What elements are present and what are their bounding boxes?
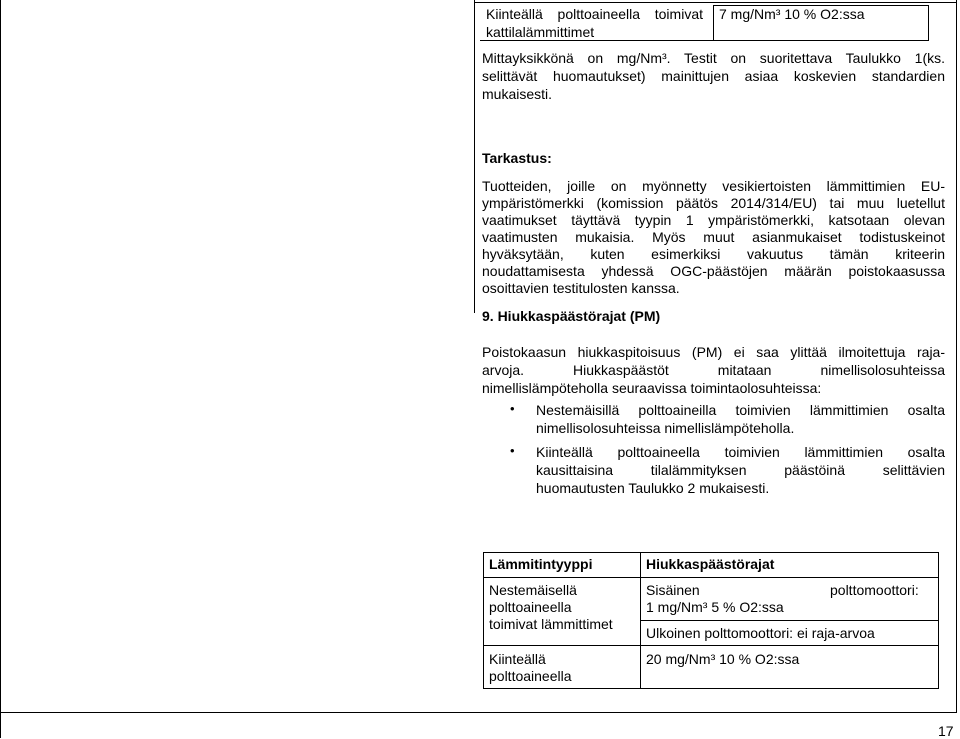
bullet-2-line: kausittaisina tilalämmityksen päästöinä selittävien	[536, 462, 945, 478]
pm-table-row1-type-line: Nestemäisellä	[489, 582, 577, 598]
pm-table-row1-internal-limit: 1 mg/Nm³ 5 % O2:ssa	[646, 599, 784, 615]
page-right-border	[956, 0, 957, 713]
top-table-right-cell: 7 mg/Nm³ 10 % O2:ssa	[719, 6, 865, 22]
pm-table-row1-type-line: polttoaineella	[489, 599, 572, 615]
bullet-2-line: huomautusten Taulukko 2 mukaisesti.	[536, 480, 770, 496]
page-bottom-border	[0, 712, 957, 713]
pm-table-row2-type-line: polttoaineella	[489, 668, 572, 684]
section9-line: arvoja. Hiukkaspäästöt mitataan nimellisolosuhteissa	[482, 362, 945, 378]
pm-table-header-type: Lämmitintyyppi	[489, 556, 593, 572]
page-top-border	[474, 2, 957, 3]
tarkastus-line: osoittavien testitulosten kanssa.	[482, 280, 680, 296]
bullet-icon: •	[510, 401, 515, 416]
page-left-border	[0, 0, 1, 738]
tarkastus-line: noudattamisesta yhdessä OGC-päästöjen määrän poistokaasussa	[482, 263, 945, 279]
pm-table-row1-type-line: toimivat lämmittimet	[489, 616, 613, 632]
bullet-2-line: Kiinteällä polttoaineella toimivien lämmittimien osalta	[536, 444, 945, 460]
pm-table-row1-internal-label: Sisäinen	[646, 582, 700, 598]
tarkastus-heading: Tarkastus:	[482, 150, 552, 166]
bullet-1-line: Nestemäisillä polttoaineilla toimivien lämmittimien osalta	[536, 402, 945, 418]
pm-table-row1-external: Ulkoinen polttomoottori: ei raja-arvoa	[646, 625, 875, 641]
section9-line: Poistokaasun hiukkaspitoisuus (PM) ei saa ylittää ilmoitettuja raja-	[482, 344, 945, 360]
tarkastus-line: ympäristömerkki (komission päätös 2014/314/EU) tai muu luetellut	[482, 195, 945, 211]
tarkastus-line: vaatimusten mukaisia. Myös muut asianmukaiset todistuskeinot	[482, 229, 945, 245]
pm-table-row2-limit: 20 mg/Nm³ 10 % O2:ssa	[646, 651, 800, 667]
page-number: 17	[938, 723, 954, 739]
tarkastus-line: hyväksytään, kuten esimerkiksi vakuutus tämän kriteerin	[482, 246, 945, 262]
pm-table-row1-internal-engine: polttomoottori:	[830, 582, 919, 598]
section9-heading: 9. Hiukkaspäästörajat (PM)	[482, 308, 661, 324]
bullet-icon: •	[510, 443, 515, 458]
tarkastus-line: vaatimukset täyttävä tyypin 1 ympäristömerkki, katsotaan olevan	[482, 212, 945, 228]
paragraph1-line2: selittävät huomautukset) mainittujen asiaa koskevien standardien	[482, 68, 945, 84]
bullet-1-line: nimellisolosuhteissa nimellislämpöteholla.	[536, 420, 795, 436]
column-divider	[474, 0, 475, 313]
tarkastus-line: Tuotteiden, joille on myönnetty vesikiertoisten lämmittimien EU-	[482, 178, 945, 194]
paragraph1-line3: mukaisesti.	[482, 86, 553, 102]
section9-line: nimellislämpöteholla seuraavissa toimintaolosuhteissa:	[482, 380, 822, 396]
pm-table-header-limits: Hiukkaspäästörajat	[646, 556, 775, 572]
top-table-left-cell-line2: kattilalämmittimet	[486, 24, 595, 40]
pm-table-row2-type-line: Kiinteällä	[489, 651, 546, 667]
top-table-left-cell-line1: Kiinteällä polttoaineella toimivat	[486, 6, 703, 22]
paragraph1-line1: Mittayksikkönä on mg/Nm³. Testit on suoritettava Taulukko 1(ks.	[482, 50, 945, 66]
